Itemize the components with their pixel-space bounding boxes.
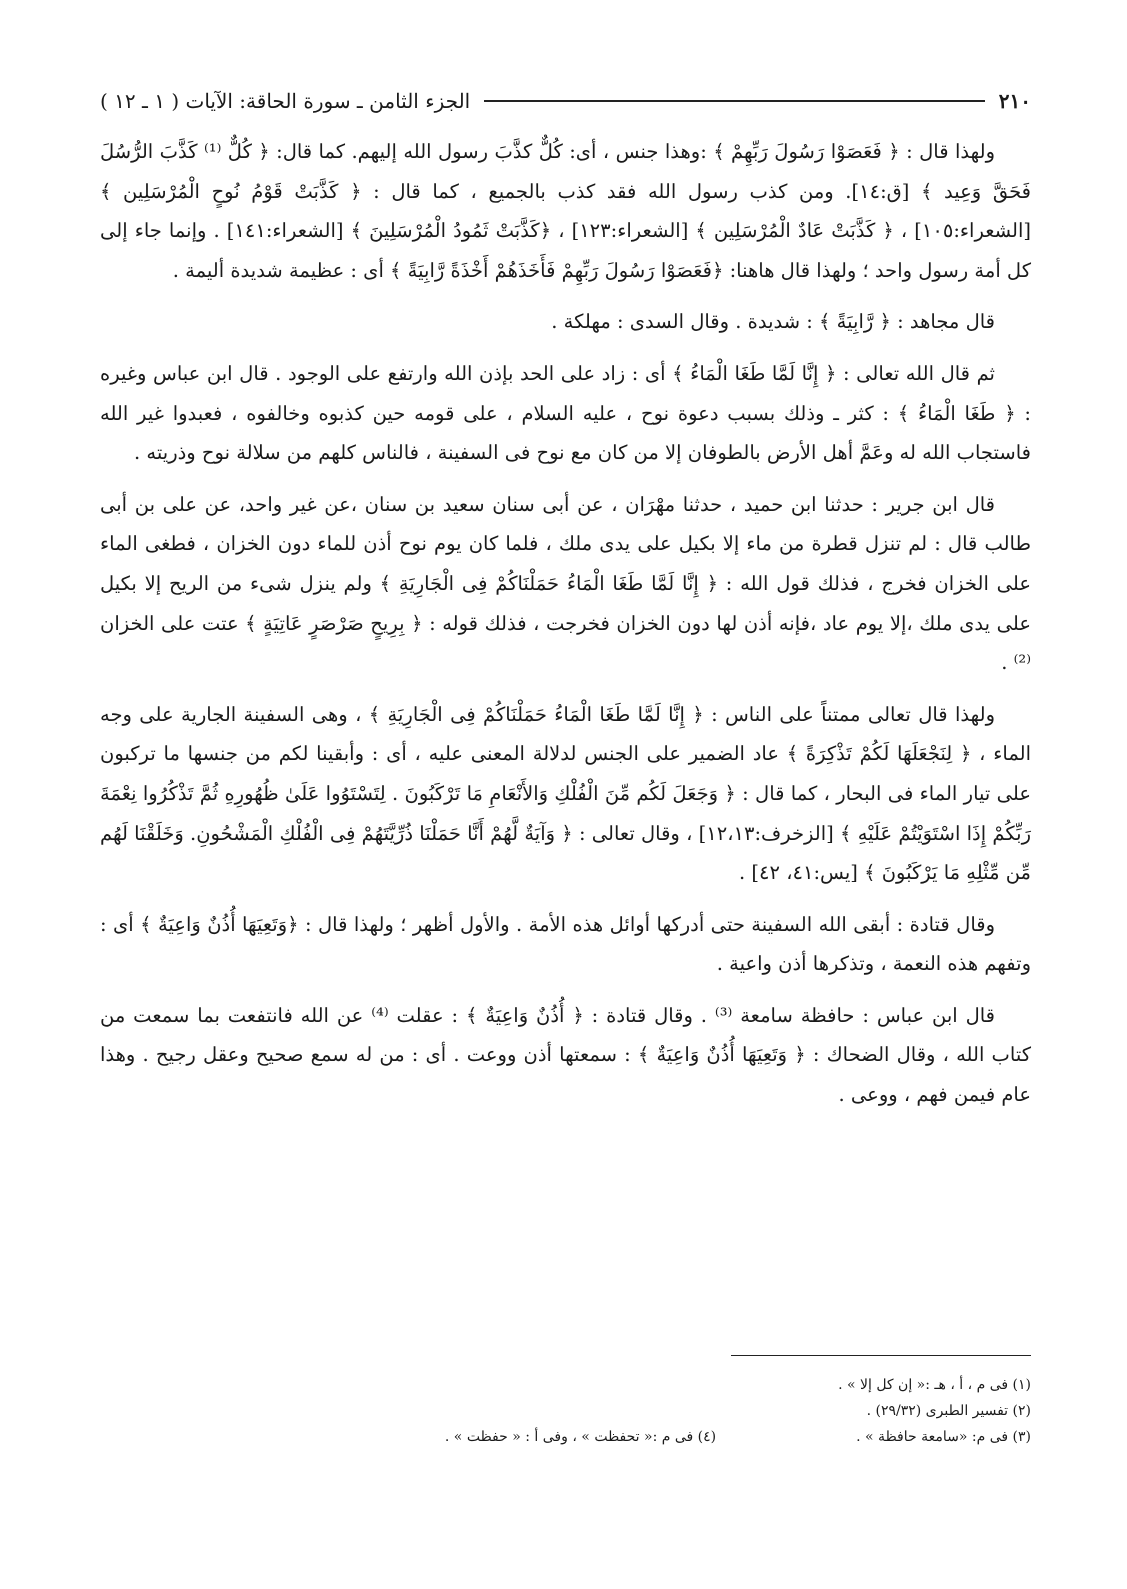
footnote-2: (٢) تفسير الطبرى (٢٩/٣٢) . xyxy=(866,1403,1031,1419)
paragraph-2: قال مجاهد : ﴿ رَّابِيَةً ﴾ : شديدة . وقال السدى : مهلكة . xyxy=(551,310,995,334)
paragraph-5: ولهذا قال تعالى ممتناً على الناس : ﴿ إِنَّا لَمَّا طَغَا الْمَاءُ حَمَلْنَاكُمْ فِى الْجَارِيَةِ ﴾ ، وهى السفينة الجارية على وجه الماء ، ﴿ لِنَجْعَلَهَا لَكُمْ تَذْكِرَةً ﴾ عاد الضمير على الجنس لدلالة المعنى عليه ، أى : وأبقينا لكم من جنسها ما تركبون على تيار الماء فى البحار ، كما قال : ﴿ وَجَعَلَ لَكُم مِّنَ الْفُلْكِ وَالأَنْعَامِ مَا تَرْكَبُونَ . لِتَسْتَوُوا عَلَىٰ ظُهُورِهِ ثُمَّ تَذْكُرُوا نِعْمَةَ رَبِّكُمْ إِذَا اسْتَوَيْتُمْ عَلَيْهِ ﴾ [الزخرف:١٢،١٣] ، وقال تعالى : ﴿ وَآيَةٌ لَّهُمْ أَنَّا حَمَلْنَا ذُرِّيَّتَهُمْ فِى الْفُلْكِ الْمَشْحُونِ. وَخَلَقْنَا لَهُم مِّن مِّثْلِهِ مَا يَرْكَبُونَ ﴾ [يس:٤١، ٤٢] . xyxy=(100,702,1031,885)
paragraph-1: ولهذا قال : ﴿ فَعَصَوْا رَسُولَ رَبِّهِمْ ﴾ :وهذا جنس ، أى: كُلٌّ كذَّبَ رسول الله إليهم. كما قال: ﴿ كُلٌّ ⁽¹⁾ كَذَّبَ الرُّسُلَ فَحَقَّ وَعِيد ﴾ [ق:١٤]. ومن كذب رسول الله فقد كذب بالجميع ، كما قال : ﴿ كَذَّبَتْ قَوْمُ نُوحٍ الْمُرْسَلِين ﴾ [الشعراء:١٠٥] ، ﴿ كَذَّبَتْ عَادٌ الْمُرْسَلِين ﴾ [الشعراء:١٢٣] ، ﴿كَذَّبَتْ ثَمُودُ الْمُرْسَلِينَ ﴾ [الشعراء:١٤١] . وإنما جاء إلى كل أمة رسول واحد ؛ ولهذا قال هاهنا: ﴿فَعَصَوْا رَسُولَ رَبِّهِمْ فَأَخَذَهُمْ أَخْذَةً رَّابِيَةً ﴾ أى : عظيمة شديدة أليمة . xyxy=(100,140,1031,282)
footnote-1: (١) فى م ، أ ، هـ :« إن كل إلا » . xyxy=(838,1377,1031,1393)
paragraph-3: ثم قال الله تعالى : ﴿ إِنَّا لَمَّا طَغَا الْمَاءُ ﴾ أى : زاد على الحد بإذن الله وارتفع على الوجود . قال ابن عباس وغيره : ﴿ طَغَا الْمَاءُ ﴾ : كثر ـ وذلك بسبب دعوة نوح ، عليه السلام ، على قومه حين كذبوه وخالفوه ، فعبدوا غير الله فاستجاب الله له وعَمَّ أهل الأرض بالطوفان إلا من كان مع نوح فى السفينة ، فالناس كلهم من سلالة نوح وذريته . xyxy=(100,361,1031,465)
paragraph-4: قال ابن جرير : حدثنا ابن حميد ، حدثنا مهْرَان ، عن أبى سنان سعيد بن سنان ،عن غير واحد، عن على بن أبى طالب قال : لم تنزل قطرة من ماء إلا بكيل على يدى ملك ، فلما كان يوم نوح أذن للماء دون الخزان ، فطغى الماء على الخزان فخرج ، فذلك قول الله : ﴿ إِنَّا لَمَّا طَغَا الْمَاءُ حَمَلْنَاكُمْ فِى الْجَارِيَةِ ﴾ ولم ينزل شىء من الريح إلا بكيل على يدى ملك ،إلا يوم عاد ،فإنه أذن لها دون الخزان فخرجت ، فذلك قوله : ﴿ بِرِيحٍ صَرْصَرٍ عَاتِيَةٍ ﴾ عتت على الخزان ⁽²⁾ . xyxy=(100,492,1031,675)
running-header xyxy=(100,84,1031,118)
footnotes xyxy=(100,1372,1031,1450)
page-number: ٢١٠ xyxy=(998,89,1031,113)
main-text xyxy=(100,132,1031,1127)
footnote-3: (٣) فى م: «سامعة حافظة » . xyxy=(856,1429,1031,1445)
footnote-separator xyxy=(731,1355,1031,1356)
header-title: الجزء الثامن ـ سورة الحاقة: الآيات ( ١ ـ ١٢ ) xyxy=(100,89,471,113)
footnote-4: (٤) فى م :« تحفظت » ، وفى أ : « حفظت » . xyxy=(444,1429,717,1445)
paragraph-7: قال ابن عباس : حافظة سامعة ⁽³⁾ . وقال قتادة : ﴿ أُذُنٌ وَاعِيَةٌ ﴾ : عقلت ⁽⁴⁾ عن الله فانتفعت بما سمعت من كتاب الله ، وقال الضحاك : ﴿ وَتَعِيَهَا أُذُنٌ وَاعِيَةٌ ﴾ : سمعتها أذن ووعت . أى : من له سمع صحيح وعقل رجيح . وهذا عام فيمن فهم ، ووعى . xyxy=(100,1003,1031,1107)
footnote-row-3-4 xyxy=(100,1424,1031,1450)
header-rule xyxy=(484,100,985,102)
paragraph-6: وقال قتادة : أبقى الله السفينة حتى أدركها أوائل هذه الأمة . والأول أظهر ؛ ولهذا قال : ﴿وَتَعِيَهَا أُذُنٌ وَاعِيَةٌ ﴾ أى : وتفهم هذه النعمة ، وتذكرها أذن واعية . xyxy=(100,912,1031,976)
